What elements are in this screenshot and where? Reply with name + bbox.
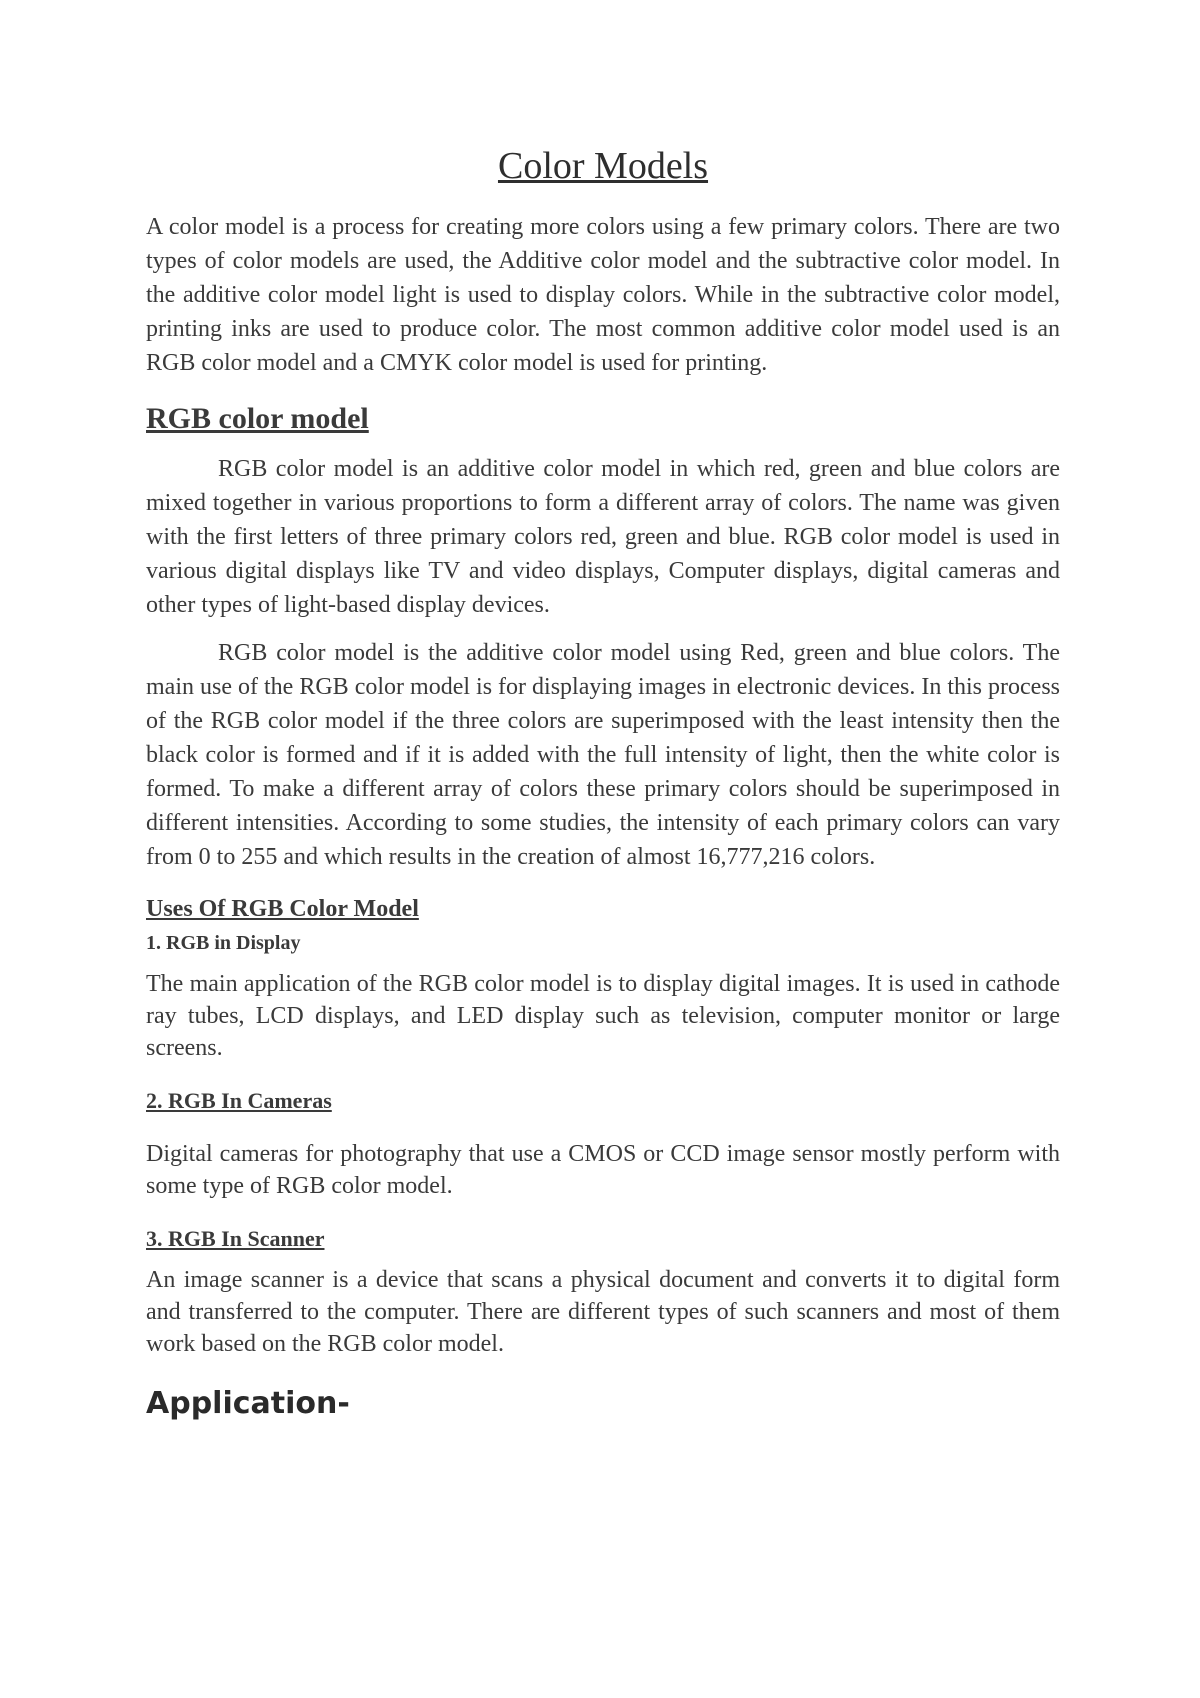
use-text-cameras: Digital cameras for photography that use a CMOS or CCD image sensor mostly perform with some type of RGB color model. [146, 1141, 1060, 1199]
uses-section-heading: Uses Of RGB Color Model [146, 896, 419, 922]
rgb-paragraph-2: RGB color model is the additive color model using Red, green and blue colors. The main use of the RGB color model is for displaying images in electronic devices. In this process of the RGB color model if the three colors are superimposed with the least intensity then the black color is formed and if it is added with the full intensity of light, then the white color is formed. To make a different array of colors these primary colors should be superimposed in different intensities. According to some studies, the intensity of each primary colors can vary from 0 to 255 and which results in the creation of almost 16,777,216 colors. [146, 640, 1060, 870]
rgb-paragraph-1: RGB color model is an additive color model in which red, green and blue colors are mixed together in various proportions to form a different array of colors. The name was given with the first letters of three primary colors red, green and blue. RGB color model is used in various digital displays like TV and video displays, Computer displays, digital cameras and other types of light-based display devices. [146, 456, 1060, 618]
use-title-display: 1. RGB in Display [146, 932, 301, 954]
use-title-scanner: 3. RGB In Scanner [146, 1226, 325, 1251]
application-heading: Application- [146, 1386, 350, 1421]
page-title: Color Models [497, 145, 709, 187]
use-text-display: The main application of the RGB color model is to display digital images. It is used in cathode ray tubes, LCD displays, and LED display such as television, computer monitor or large screens. [146, 971, 1060, 1061]
use-title-cameras: 2. RGB In Cameras [146, 1088, 332, 1113]
rgb-section-heading: RGB color model [146, 402, 369, 435]
use-text-scanner: An image scanner is a device that scans a physical document and converts it to digital form and transferred to the computer. There are different types of such scanners and most of them work based on the RGB color model. [146, 1267, 1060, 1357]
document-body [146, 144, 1060, 1421]
intro-paragraph: A color model is a process for creating more colors using a few primary colors. There are two types of color models are used, the Additive color model and the subtractive color model. In the additive color model light is used to display colors. While in the subtractive color model, printing inks are used to produce color. The most common additive color model used is an RGB color model and a CMYK color model is used for printing. [146, 214, 1060, 376]
